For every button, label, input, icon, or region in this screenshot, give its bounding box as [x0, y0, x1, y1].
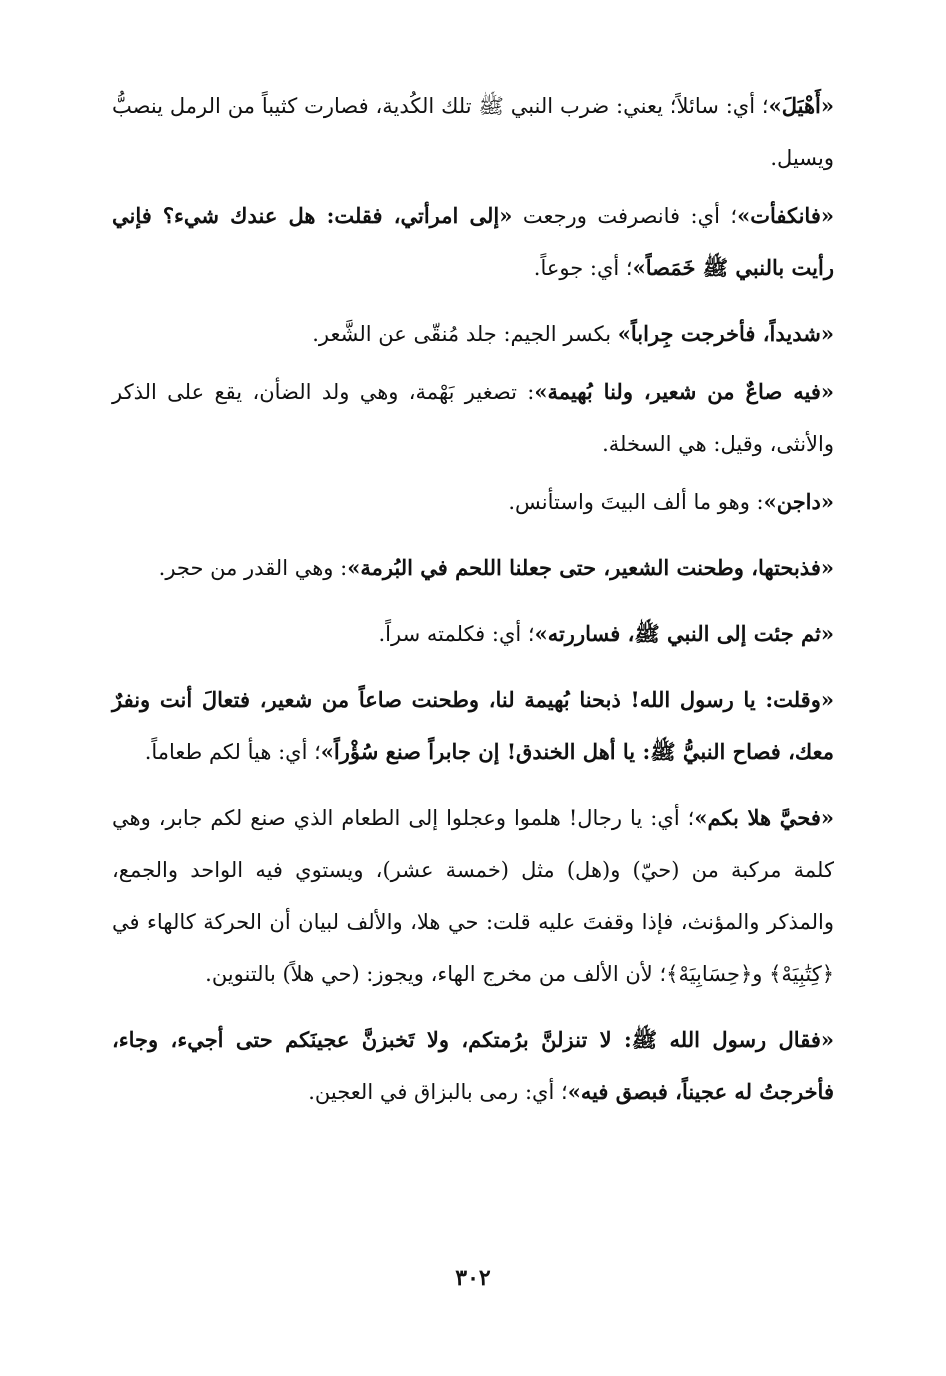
paragraph	[112, 476, 834, 528]
paragraph	[112, 308, 834, 360]
commentary-text-run: ؛ أي: يا رجال! هلموا وعجلوا إلى الطعام الذي صنع لكم جابر، وهي كلمة مركبة من (حيّ) و(هل) مثل (خمسة عشر)، ويستوي فيه الواحد والجمع، والمذكر والمؤنث، فإذا وقفتَ عليه قلت: حي هلا، والألف لبيان أن الحركة كالهاء في ﴿كِتَٰبِيَهْ﴾ و﴿حِسَابِيَهْ﴾؛ لأن الألف من مخرج الهاء، ويجوز: (حي هلاً) بالتنوين.	[112, 806, 834, 986]
quoted-hadith-text: «فيه صاعٌ من شعير، ولنا بُهيمة»	[534, 379, 834, 404]
commentary-text	[112, 80, 834, 1118]
quoted-hadith-text: «فذبحتها، وطحنت الشعير، حتى جعلنا اللحم في البُرمة»	[347, 555, 834, 580]
page-number: ٣٠٢	[455, 1265, 491, 1291]
commentary-text-run: : تصغير بَهْمة، وهي ولد الضأن، يقع على الذكر والأنثى، وقيل: هي السخلة.	[112, 380, 834, 456]
quoted-hadith-text: «أَهْيَلَ»	[768, 93, 834, 118]
quoted-hadith-text: «شديداً، فأخرجت جِراباً»	[617, 321, 834, 346]
quoted-hadith-text: «فانكفأت»	[737, 203, 834, 228]
commentary-text-run: : وهو ما ألف البيتَ واستأنس.	[508, 490, 764, 514]
quoted-hadith-text: «ثم جئت إلى النبي ﷺ، فساررته»	[534, 621, 834, 646]
paragraph	[112, 542, 834, 594]
commentary-text-run: بكسر الجيم: جلد مُنقّى عن الشَّعر.	[312, 322, 618, 346]
commentary-text-run: ؛ أي: رمى بالبزاق في العجين.	[308, 1080, 568, 1104]
quoted-hadith-text: «فقال رسول الله ﷺ: لا تنزلنَّ برُمتكم، ولا تَخبزنَّ عجينَكم حتى أجيء، وجاء، فأخرجتُ له عجيناً، فبصق فيه»	[112, 1027, 834, 1104]
commentary-text-run: ؛ أي: سائلاً؛ يعني: ضرب النبي ﷺ تلك الكُدية، فصارت كثيباً من الرمل ينصبُّ ويسيل.	[112, 94, 834, 170]
commentary-text-run: ؛ أي: فانصرفت ورجعت	[512, 204, 738, 228]
paragraph	[112, 80, 834, 184]
paragraph	[112, 674, 834, 778]
quoted-hadith-text: «وقلت: يا رسول الله! ذبحنا بُهيمة لنا، وطحنت صاعاً من شعير، فتعالَ أنت ونفرٌ معك، فصاح النبيُّ ﷺ: يا أهل الخندق! إن جابراً صنع سُؤْراً»	[112, 687, 834, 764]
quoted-hadith-text: «فحيَّ هلا بكم»	[694, 805, 835, 830]
paragraph	[112, 1014, 834, 1118]
commentary-text-run: : وهي القدر من حجر.	[158, 556, 348, 580]
paragraph	[112, 366, 834, 470]
paragraph	[112, 608, 834, 660]
commentary-text-run: ؛ أي: جوعاً.	[533, 256, 633, 280]
quoted-hadith-text: «داجن»	[763, 489, 834, 514]
paragraph	[112, 190, 834, 294]
quoted-hadith-text: «إلى امرأتي، فقلت: هل عندك شيء؟ فإني رأيت بالنبي ﷺ خَمَصاً»	[112, 203, 834, 280]
commentary-text-run: ؛ أي: هيأ لكم طعاماً.	[144, 740, 321, 764]
commentary-text-run: ؛ أي: فكلمته سراً.	[378, 622, 535, 646]
paragraph	[112, 792, 834, 1000]
